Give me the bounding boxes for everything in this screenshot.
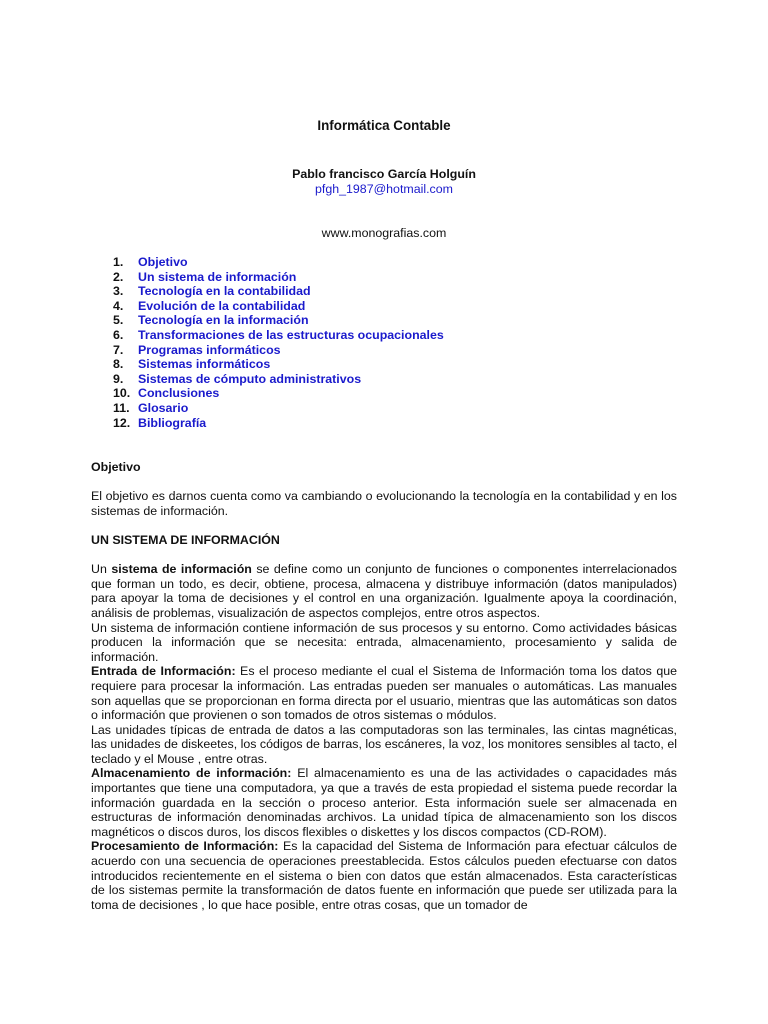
toc-link[interactable]: Programas informáticos	[138, 342, 281, 357]
toc-link[interactable]: Transformaciones de las estructuras ocupacionales	[138, 327, 444, 342]
toc-link[interactable]: Sistemas informáticos	[138, 357, 271, 372]
author-name: Pablo francisco García Holguín	[292, 167, 476, 181]
toc-link[interactable]: Evolución de la contabilidad	[138, 298, 306, 313]
toc-link[interactable]: Glosario	[138, 400, 189, 415]
toc-link[interactable]: Tecnología en la información	[138, 313, 309, 328]
toc-link[interactable]: Tecnología en la contabilidad	[138, 284, 311, 299]
paragraph: Entrada de Información: Es el proceso mediante el cual el Sistema de Información toma los datos que requiere para procesar la información. Las entradas pueden ser manuales o automáticas. Las manuales son aquellas que se proporcionan en forma directa por el usuario, mientras que las automáticas son datos o información que provienen o son tomados de otros sistemas o módulos.	[91, 664, 677, 723]
toc-item[interactable]: 5. Tecnología en la información	[113, 313, 309, 328]
toc-link[interactable]: Conclusiones	[138, 386, 220, 401]
toc-link[interactable]: Un sistema de información	[138, 269, 297, 284]
toc-link[interactable]: Objetivo	[138, 255, 188, 269]
toc-item[interactable]: 7. Programas informáticos	[113, 342, 281, 357]
toc-link[interactable]: Sistemas de cómputo administrativos	[138, 371, 362, 386]
paragraph: Procesamiento de Información: Es la capacidad del Sistema de Información para efectuar cálculos de acuerdo con una secuencia de operaciones preestablecida. Estos cálculos pueden efectuarse con datos introducidos recientemente en el sistema o bien con datos que están almacenados. Esta características de los sistemas permite la transformación de datos fuente en información que puede ser utilizada para la toma de decisiones , lo que hace posible, entre otras cosas, que un tomador de	[91, 839, 677, 912]
toc-item[interactable]: 9. Sistemas de cómputo administrativos	[113, 371, 362, 386]
section-heading-sistema: UN SISTEMA DE INFORMACIÓN	[91, 532, 280, 547]
paragraph: Las unidades típicas de entrada de datos a las computadoras son las terminales, las cintas magnéticas, las unidades de diskeetes, los códigos de barras, los escáneres, la voz, los monitores sensibles al tacto, el teclado y el Mouse , entre otras.	[91, 722, 677, 766]
toc-item[interactable]: 4. Evolución de la contabilidad	[113, 298, 306, 313]
toc-item[interactable]: 1. Objetivo	[113, 255, 188, 269]
paragraph: Un sistema de información se define como un conjunto de funciones o componentes interrelacionados que forman un todo, es decir, obtiene, procesa, almacena y distribuye información (datos manipulados) para apoyar la toma de decisiones y el control en una organización. Igualmente apoya la coordinación, análisis de problemas, visualización de aspectos complejos, entre otros aspectos.	[91, 562, 677, 620]
source-site: www.monografias.com	[321, 226, 447, 240]
toc-link[interactable]: Bibliografía	[138, 415, 207, 430]
toc-item[interactable]: 2. Un sistema de información	[113, 269, 297, 284]
toc-item[interactable]: 12. Bibliografía	[113, 415, 207, 430]
author-email-link[interactable]: pfgh_1987@hotmail.com	[315, 182, 453, 196]
paragraph: Almacenamiento de información: El almacenamiento es una de las actividades o capacidades más importantes que tiene una computadora, ya que a través de esta propiedad el sistema puede recordar la información guardada en la sección o proceso anterior. Esta información suele ser almacenada en estructuras de información denominadas archivos. La unidad típica de almacenamiento son los discos magnéticos o discos duros, los discos flexibles o diskettes y los discos compactos (CD-ROM).	[91, 766, 677, 839]
paragraph: Un sistema de información contiene información de sus procesos y su entorno. Como actividades básicas producen la información que se necesita: entrada, almacenamiento, procesamiento y salida de información.	[91, 620, 677, 664]
document-title: Informática Contable	[317, 118, 451, 133]
toc-item[interactable]: 6. Transformaciones de las estructuras ocupacionales	[113, 327, 444, 342]
document-body	[91, 460, 677, 912]
table-of-contents	[113, 255, 444, 430]
toc-item[interactable]: 10. Conclusiones	[113, 386, 220, 401]
toc-item[interactable]: 11. Glosario	[113, 400, 189, 415]
toc-item[interactable]: 8. Sistemas informáticos	[113, 357, 271, 372]
section-heading-objetivo: Objetivo	[91, 460, 141, 474]
toc-item[interactable]: 3. Tecnología en la contabilidad	[113, 284, 311, 299]
paragraph-objetivo: El objetivo es darnos cuenta como va cambiando o evolucionando la tecnología en la contabilidad y en los sistemas de información.	[91, 489, 677, 518]
